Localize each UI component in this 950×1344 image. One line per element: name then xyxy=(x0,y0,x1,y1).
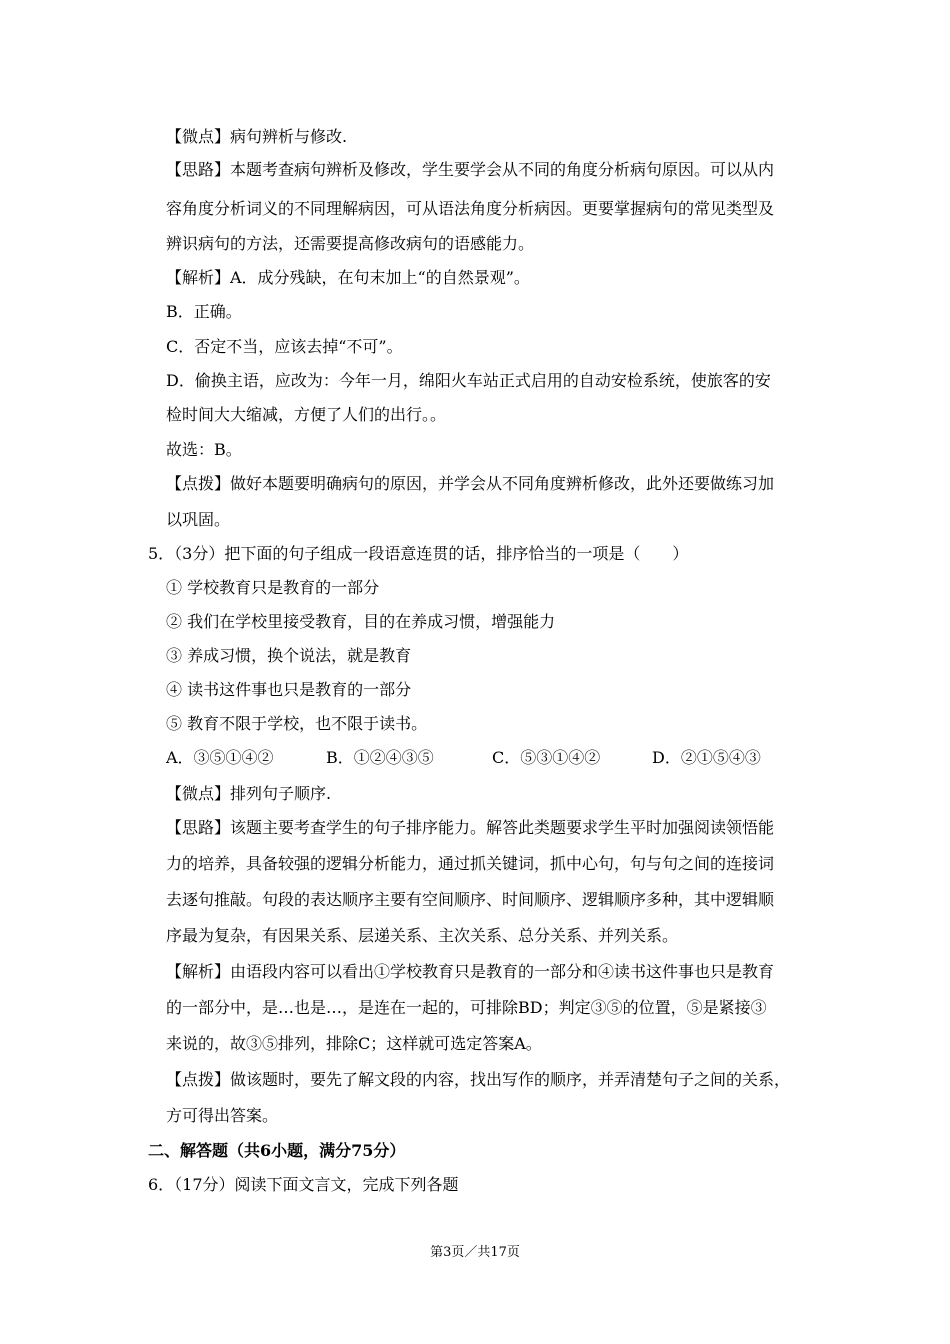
section-heading: 二、解答题（共6小题，满分75分） xyxy=(148,1141,406,1160)
q5-dianbo-line: 方可得出答案。 xyxy=(166,1106,279,1125)
q5-option-a: A．③⑤①④② xyxy=(166,748,274,767)
q4-silu-line: 辨识病句的方法，还需要提高修改病句的语感能力。 xyxy=(166,234,535,253)
page-footer: 第3页／共17页 xyxy=(430,1245,520,1260)
q4-dianbo-line: 以巩固。 xyxy=(166,510,231,529)
q5-jiexi-line: 的一部分中，是…也是…，是连在一起的，可排除BD；判定③⑤的位置，⑤是紧接③ xyxy=(166,998,767,1017)
q5-jiexi-line: 【解析】由语段内容可以看出①学校教育只是教育的一部分和④读书这件事也只是教育 xyxy=(166,962,775,981)
q4-jiexi-line: D．偷换主语，应改为：今年一月，绵阳火车站正式启用的自动安检系统，使旅客的安 xyxy=(166,371,771,390)
q4-jiexi-line: 检时间大大缩减，方便了人们的出行。。 xyxy=(166,405,447,424)
q4-jiexi-line: 【解析】A．成分残缺，在句末加上“的自然景观”。 xyxy=(166,268,530,287)
q5-silu-line: 序最为复杂，有因果关系、层递关系、主次关系、总分关系、并列关系。 xyxy=(166,926,679,945)
q4-silu-line: 【思路】本题考查病句辨析及修改，学生要学会从不同的角度分析病句原因。可以从内 xyxy=(166,160,775,179)
q5-stem: 5．（3分）把下面的句子组成一段语意连贯的话，排序恰当的一项是（ ） xyxy=(148,544,689,563)
q4-jiexi-line: 故选：B。 xyxy=(166,440,242,459)
q5-option-b: B．①②④③⑤ xyxy=(326,748,434,767)
q5-option-d: D．②①⑤④③ xyxy=(652,748,761,767)
q4-weidian: 【微点】病句辨析与修改. xyxy=(166,127,348,146)
q5-silu-line: 力的培养，具备较强的逻辑分析能力，通过抓关键词，抓中心句，句与句之间的连接词 xyxy=(166,854,775,873)
q5-options xyxy=(166,748,820,768)
q5-sentence: ② 我们在学校里接受教育，目的在养成习惯，增强能力 xyxy=(166,612,556,631)
q5-dianbo-line: 【点拨】做该题时，要先了解文段的内容，找出写作的顺序，并弄清楚句子之间的关系， xyxy=(166,1070,791,1089)
q4-silu-line: 容角度分析词义的不同理解病因，可从语法角度分析病因。更要掌握病句的常见类型及 xyxy=(166,199,775,218)
q5-silu-line: 去逐句推敲。句段的表达顺序主要有空间顺序、时间顺序、逻辑顺序多种，其中逻辑顺 xyxy=(166,890,775,909)
q5-sentence: ① 学校教育只是教育的一部分 xyxy=(166,578,380,597)
q4-dianbo-line: 【点拨】做好本题要明确病句的原因，并学会从不同角度辨析修改，此外还要做练习加 xyxy=(166,474,775,493)
q5-sentence: ③ 养成习惯，换个说法，就是教育 xyxy=(166,646,412,665)
q4-jiexi-line: C．否定不当，应该去掉“不可”。 xyxy=(166,337,403,356)
q4-jiexi-line: B．正确。 xyxy=(166,302,242,321)
q5-sentence: ⑤ 教育不限于学校，也不限于读书。 xyxy=(166,714,428,733)
q6-stem: 6．（17分）阅读下面文言文，完成下列各题 xyxy=(148,1175,459,1194)
q5-jiexi-line: 来说的，故③⑤排列，排除C；这样就可选定答案A。 xyxy=(166,1034,542,1053)
q5-silu-line: 【思路】该题主要考查学生的句子排序能力。解答此类题要求学生平时加强阅读领悟能 xyxy=(166,818,775,837)
q5-weidian: 【微点】排列句子顺序. xyxy=(166,784,332,803)
q5-sentence: ④ 读书这件事也只是教育的一部分 xyxy=(166,680,412,699)
q5-option-c: C．⑤③①④② xyxy=(492,748,601,767)
